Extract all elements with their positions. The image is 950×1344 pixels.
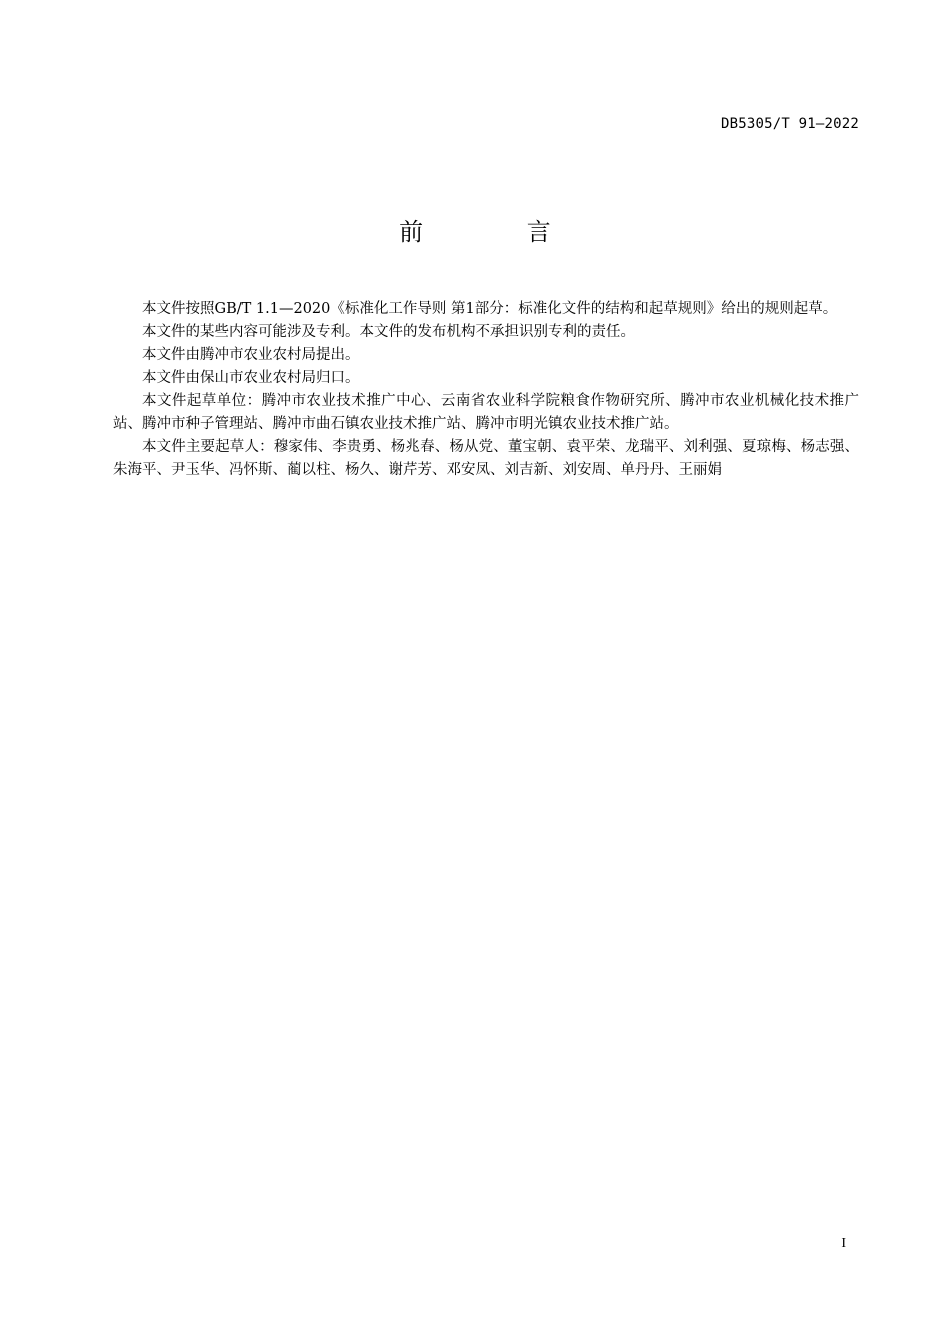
section-title: 前 言 xyxy=(399,218,599,246)
document-code: DB5305/T 91—2022 xyxy=(720,116,859,132)
paragraph-drafting-rules: 本文件按照GB/T 1.1—2020《标准化工作导则 第1部分：标准化文件的结构和起草规则》给出的规则起草。 xyxy=(142,301,838,317)
paragraph-patent-notice: 本文件的某些内容可能涉及专利。本文件的发布机构不承担识别专利的责任。 xyxy=(142,324,635,340)
page-number: I xyxy=(841,1236,846,1251)
foreword-body xyxy=(113,298,859,482)
paragraph-proposer: 本文件由腾冲市农业农村局提出。 xyxy=(142,347,360,363)
paragraph-drafting-units: 本文件起草单位：腾冲市农业技术推广中心、云南省农业科学院粮食作物研究所、腾冲市农业机械化技术推广站、腾冲市种子管理站、腾冲市曲石镇农业技术推广站、腾冲市明光镇农业技术推广站。 xyxy=(113,393,859,432)
paragraph-centralized-by: 本文件由保山市农业农村局归口。 xyxy=(142,370,360,386)
paragraph-drafters: 本文件主要起草人：穆家伟、李贵勇、杨兆春、杨从党、董宝朝、袁平荣、龙瑞平、刘利强、夏琼梅、杨志强、朱海平、尹玉华、冯怀斯、蔺以柱、杨久、谢芹芳、邓安凤、刘吉新、刘安周、单丹丹、王丽娟 xyxy=(113,439,859,478)
